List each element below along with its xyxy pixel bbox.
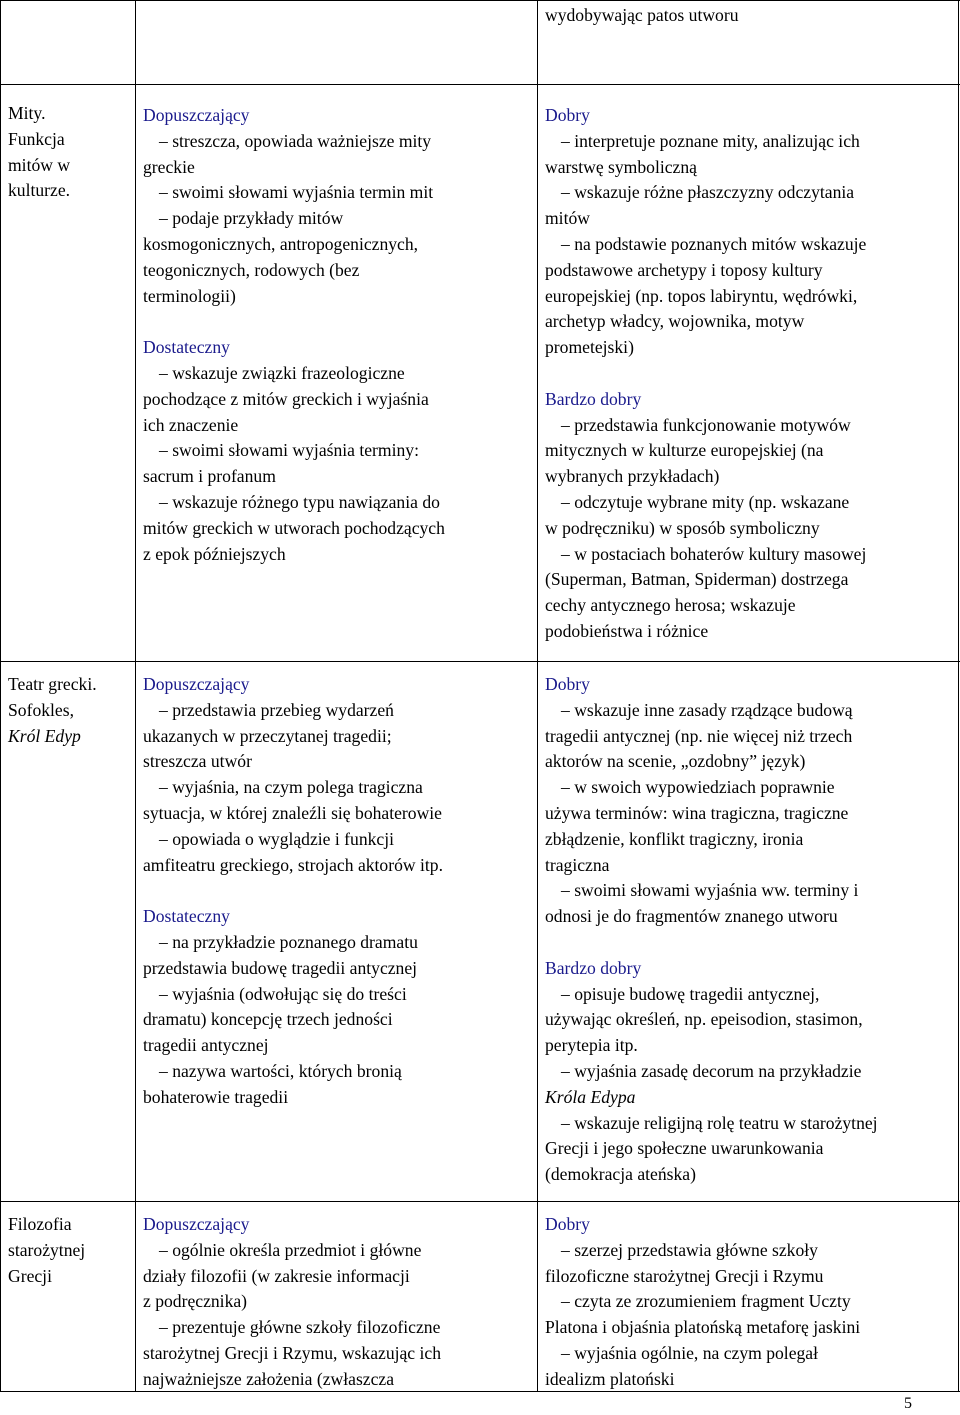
requirement-line: sytuacja, w której znaleźli się bohaterowie [143, 802, 442, 823]
requirement-line: podobieństwa i różnice [545, 620, 709, 641]
requirements-cell-basic-philosophy [143, 1212, 441, 1393]
grade-level-heading: Bardzo dobry [545, 388, 642, 409]
topic-line: Funkcja [8, 128, 65, 149]
requirement-line: – wskazuje różne płaszczyzny odczytania [561, 182, 855, 203]
requirement-line: sacrum i profanum [143, 466, 276, 487]
requirement-line: warstwę symboliczną [545, 156, 697, 177]
requirement-line: aktorów na scenie, „ozdobny” język) [545, 751, 806, 772]
requirement-line [143, 309, 445, 335]
requirement-line: (demokracja ateńska) [545, 1164, 696, 1185]
requirements-cell-advanced-philosophy [545, 1212, 860, 1393]
requirement-line: filozoficzne starożytnej Grecji i Rzymu [545, 1265, 824, 1286]
column-divider-1 [135, 0, 136, 1392]
requirement-line: – swoimi słowami wyjaśnia termin mit [159, 182, 434, 203]
requirement-line: zbłądzenie, konflikt tragiczny, ironia [545, 828, 804, 849]
requirement-line: (Superman, Batman, Spiderman) dostrzega [545, 569, 849, 590]
topic-line: kulturze. [8, 180, 71, 201]
requirement-line: – swoimi słowami wyjaśnia terminy: [159, 440, 419, 461]
row-divider-1 [0, 84, 960, 85]
requirement-line: – odczytuje wybrane mity (np. wskazane [561, 491, 850, 512]
topic-cell-greek-philosophy [8, 1212, 85, 1289]
text-line: wydobywając patos utworu [545, 5, 739, 25]
requirement-line: tragiczna [545, 854, 610, 875]
requirement-line: z podręcznika) [143, 1291, 248, 1312]
requirement-line: amfiteatru greckiego, strojach aktorów itp. [143, 854, 443, 875]
topic-line: Sofokles, [8, 699, 74, 720]
topic-line: Grecji [8, 1265, 52, 1286]
requirement-line [545, 930, 878, 956]
requirement-line: greckie [143, 156, 195, 177]
grade-level-heading: Bardzo dobry [545, 957, 642, 978]
topic-line: mitów w [8, 154, 71, 175]
column-divider-2 [537, 0, 538, 1392]
requirement-line: – prezentuje główne szkoły filozoficzne [159, 1317, 441, 1338]
requirement-line: mitycznych w kulturze europejskiej (na [545, 440, 824, 461]
grade-level-heading: Dostateczny [143, 337, 230, 358]
requirement-line [143, 878, 443, 904]
requirements-cell-advanced-theatre [545, 672, 878, 1188]
requirement-line: pochodzące z mitów greckich i wyjaśnia [143, 388, 429, 409]
grade-level-heading: Dobry [545, 674, 590, 694]
requirement-line: najważniejsze założenia (zwłaszcza [143, 1368, 395, 1389]
table-top-border [0, 0, 960, 1]
topic-line: Teatr grecki. [8, 674, 97, 694]
topic-cell-myths [8, 101, 70, 204]
requirement-line: cechy antycznego herosa; wskazuje [545, 595, 796, 616]
requirement-line: idealizm platoński [545, 1368, 675, 1389]
page-number: 5 [904, 1395, 912, 1412]
requirement-line: działy filozofii (w zakresie informacji [143, 1265, 410, 1286]
requirement-line: – szerzej przedstawia główne szkoły [561, 1239, 818, 1260]
requirement-line: przedstawia budowę tragedii antycznej [143, 957, 418, 978]
requirement-line: streszcza utwór [143, 751, 252, 772]
requirement-line: – w postaciach bohaterów kultury masowej [561, 543, 867, 564]
topic-cell-greek-theatre [8, 672, 97, 749]
requirement-line: – opowiada o wyglądzie i funkcji [159, 828, 395, 849]
requirement-line: perytepia itp. [545, 1035, 638, 1056]
grade-level-heading: Dostateczny [143, 906, 230, 927]
requirement-line: europejskiej (np. topos labiryntu, wędrówki, [545, 285, 858, 306]
requirement-line: – wskazuje różnego typu nawiązania do [159, 491, 440, 512]
requirement-line: – w swoich wypowiedziach poprawnie [561, 777, 835, 798]
requirement-line: podstawowe archetypy i toposy kultury [545, 259, 823, 280]
requirement-line: ich znaczenie [143, 414, 239, 435]
table-left-border [0, 0, 1, 1392]
requirement-line: – wyjaśnia ogólnie, na czym polegał [561, 1342, 818, 1363]
requirement-line: terminologii) [143, 285, 236, 306]
requirement-line: – na przykładzie poznanego dramatu [159, 931, 418, 952]
requirement-line: – wskazuje związki frazeologiczne [159, 362, 405, 383]
requirement-line: – czyta ze zrozumieniem fragment Uczty [561, 1291, 851, 1312]
row-divider-3 [0, 1201, 960, 1202]
table-right-border [958, 0, 959, 1392]
requirements-cell-basic-myths [143, 103, 445, 567]
requirement-line: odnosi je do fragmentów znanego utworu [545, 906, 838, 927]
requirement-line: – przedstawia funkcjonowanie motywów [561, 414, 851, 435]
requirement-line: – streszcza, opowiada ważniejsze mity [159, 130, 432, 151]
requirement-line: używa terminów: wina tragiczna, tragiczne [545, 802, 849, 823]
requirement-line: dramatu) koncepcję trzech jedności [143, 1009, 393, 1030]
requirement-line: bohaterowie tragedii [143, 1086, 289, 1107]
requirement-line: – ogólnie określa przedmiot i główne [159, 1239, 422, 1260]
grade-level-heading: Dopuszczający [143, 674, 250, 694]
requirement-line: Króla Edypa [545, 1086, 636, 1107]
requirement-line: – wskazuje religijną rolę teatru w starożytnej [561, 1112, 878, 1133]
requirement-line: – podaje przykłady mitów [159, 208, 344, 229]
requirement-line: wybranych przykładach) [545, 466, 720, 487]
requirement-line: – swoimi słowami wyjaśnia ww. terminy i [561, 880, 859, 901]
requirement-line: – na podstawie poznanych mitów wskazuje [561, 233, 867, 254]
grade-level-heading: Dobry [545, 105, 590, 125]
topic-line: Filozofia [8, 1214, 72, 1234]
requirement-line: – wskazuje inne zasady rządzące budową [561, 699, 853, 720]
requirement-line: – nazywa wartości, których bronią [159, 1060, 402, 1081]
requirement-line: kosmogonicznych, antropogenicznych, [143, 233, 419, 254]
requirement-line: prometejski) [545, 337, 634, 358]
requirement-line: ukazanych w przeczytanej tragedii; [143, 725, 392, 746]
requirement-line: – wyjaśnia zasadę decorum na przykładzie [561, 1060, 862, 1081]
requirement-line: z epok późniejszych [143, 543, 286, 564]
requirement-line: Grecji i jego społeczne uwarunkowania [545, 1138, 824, 1159]
topic-line: Król Edyp [8, 725, 81, 746]
grade-level-heading: Dopuszczający [143, 1214, 250, 1234]
requirement-line: teogonicznych, rodowych (bez [143, 259, 360, 280]
requirement-line: w podręczniku) w sposób symboliczny [545, 517, 820, 538]
requirement-line: – wyjaśnia, na czym polega tragiczna [159, 777, 423, 798]
requirement-line: – interpretuje poznane mity, analizując ich [561, 130, 860, 151]
requirement-line: Platona i objaśnia platońską metaforę jaskini [545, 1317, 861, 1338]
requirement-line: mitów [545, 208, 590, 229]
requirement-line: mitów greckich w utworach pochodzących [143, 517, 445, 538]
grade-level-heading: Dopuszczający [143, 105, 250, 125]
row-divider-2 [0, 661, 960, 662]
requirement-line: – opisuje budowę tragedii antycznej, [561, 983, 820, 1004]
requirements-cell-basic-theatre [143, 672, 443, 1111]
requirement-line [545, 361, 866, 387]
requirement-line: starożytnej Grecji i Rzymu, wskazując ich [143, 1342, 442, 1363]
grade-level-heading: Dobry [545, 1214, 590, 1234]
requirements-cell-advanced-myths [545, 103, 866, 645]
requirement-line: używając określeń, np. epeisodion, stasimon, [545, 1009, 863, 1030]
requirement-line: tragedii antycznej [143, 1035, 269, 1056]
requirement-line: archetyp władcy, wojownika, motyw [545, 311, 805, 332]
requirement-line: tragedii antycznej (np. nie więcej niż trzech [545, 725, 853, 746]
requirement-line: – wyjaśnia (odwołując się do treści [159, 983, 407, 1004]
top-row-col3 [545, 3, 739, 29]
requirement-line: – przedstawia przebieg wydarzeń [159, 699, 394, 720]
topic-line: Mity. [8, 103, 46, 123]
topic-line: starożytnej [8, 1239, 86, 1260]
